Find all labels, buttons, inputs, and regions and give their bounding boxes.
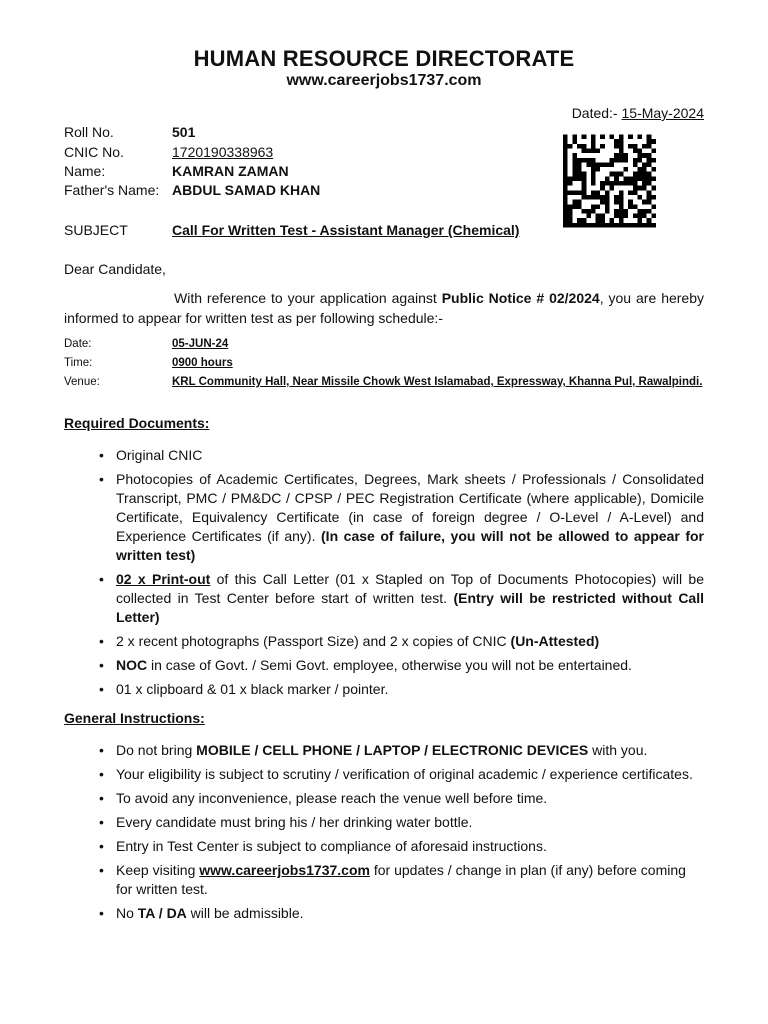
item-text: Entry in Test Center is subject to compliance of aforesaid instructions. xyxy=(116,838,547,854)
item-text: Original CNIC xyxy=(116,447,203,463)
item-text: Do not bring xyxy=(116,742,197,758)
item-bold: (In case of failure, you will not be allowed to appear for written test) xyxy=(116,528,704,563)
list-item xyxy=(116,570,704,627)
item-text: for updates / change in plan (if any) before coming for written test. xyxy=(116,862,686,897)
list-item xyxy=(116,656,704,675)
schedule-time-value: 0900 hours xyxy=(172,357,233,369)
name-value: KAMRAN ZAMAN xyxy=(172,163,289,179)
item-text: of this Call Letter (01 x Stapled on Top of Documents Photocopies) will be collected in Test Center before start of written test. xyxy=(116,571,704,606)
name-label: Name: xyxy=(64,163,106,179)
item-bold: MOBILE / CELL PHONE / LAPTOP / ELECTRONIC DEVICES xyxy=(196,742,589,758)
item-text: 01 x clipboard & 01 x black marker / pointer. xyxy=(116,681,389,697)
required-documents-list xyxy=(64,446,704,699)
item-bold: (Entry will be restricted without Call Letter) xyxy=(116,590,704,625)
subject-label: SUBJECT xyxy=(64,222,128,238)
subject-text: Call For Written Test - Assistant Manager (Chemical) xyxy=(172,222,520,238)
item-text: No xyxy=(116,905,138,921)
list-item xyxy=(116,741,704,760)
item-text: Your eligibility is subject to scrutiny / verification of original academic / experience certificates. xyxy=(116,766,693,782)
roll-value: 501 xyxy=(172,124,196,140)
item-text: will be admissible. xyxy=(186,905,304,921)
item-bold: NOC xyxy=(116,657,148,673)
list-item xyxy=(116,446,704,465)
item-text: Keep visiting xyxy=(116,862,200,878)
directorate-title: HUMAN RESOURCE DIRECTORATE xyxy=(193,46,575,71)
item-text: Every candidate must bring his / her drinking water bottle. xyxy=(116,814,473,830)
general-instructions-heading: General Instructions: xyxy=(64,710,205,726)
dated-label: Dated:- xyxy=(571,105,618,121)
item-bold: 02 x Print-out xyxy=(116,571,211,587)
general-instructions-list xyxy=(64,741,704,923)
item-text: 2 x recent photographs (Passport Size) and 2 x copies of CNIC xyxy=(116,633,511,649)
public-notice: Public Notice # 02/2024 xyxy=(441,290,600,306)
schedule-date-label: Date: xyxy=(64,338,92,350)
list-item xyxy=(116,904,704,923)
list-item xyxy=(116,813,704,832)
list-item xyxy=(116,861,704,899)
intro-part2: , you are hereby informed to appear for written test as per following schedule:- xyxy=(64,290,704,326)
father-label: Father's Name: xyxy=(64,182,160,198)
item-text: To avoid any inconvenience, please reach the venue well before time. xyxy=(116,790,548,806)
intro-part1: With reference to your application against xyxy=(174,290,442,306)
father-value: ABDUL SAMAD KHAN xyxy=(172,182,321,198)
item-bold: (Un-Attested) xyxy=(510,633,600,649)
item-text: in case of Govt. / Semi Govt. employee, otherwise you will not be entertained. xyxy=(147,657,632,673)
list-item xyxy=(116,789,704,808)
roll-label: Roll No. xyxy=(64,124,114,140)
cnic-value: 1720190338963 xyxy=(172,144,274,160)
list-item xyxy=(116,765,704,784)
cnic-label: CNIC No. xyxy=(64,144,124,160)
schedule-venue-label: Venue: xyxy=(64,376,100,388)
item-text: Photocopies of Academic Certificates, Degrees, Mark sheets / Professionals / Consolidated Transcript, PMC / PM&DC / CPSP / PEC Registration Certificate (where applicable), Domicile Certificate, Equivalency Certificate (in case of foreign degree / O-Level / A-Level) and Experience Certificates (if any). xyxy=(116,471,704,544)
schedule-venue-value: KRL Community Hall, Near Missile Chowk West Islamabad, Expressway, Khanna Pul, Rawalpindi. xyxy=(172,376,703,388)
list-item xyxy=(116,680,704,699)
website-link[interactable]: www.careerjobs1737.com xyxy=(199,862,370,878)
list-item xyxy=(116,632,704,651)
dated-value: 15-May-2024 xyxy=(621,105,704,121)
list-item xyxy=(116,470,704,565)
item-bold: TA / DA xyxy=(137,905,187,921)
dated-line xyxy=(572,105,704,121)
list-item xyxy=(116,837,704,856)
schedule-date-value: 05-JUN-24 xyxy=(172,338,229,350)
header-website: www.careerjobs1737.com xyxy=(286,72,482,89)
intro-paragraph xyxy=(64,289,704,328)
data-matrix-code xyxy=(563,133,656,229)
salutation: Dear Candidate, xyxy=(64,261,166,277)
schedule-time-label: Time: xyxy=(64,357,93,369)
item-text: with you. xyxy=(588,742,648,758)
required-documents-heading: Required Documents: xyxy=(64,415,210,431)
